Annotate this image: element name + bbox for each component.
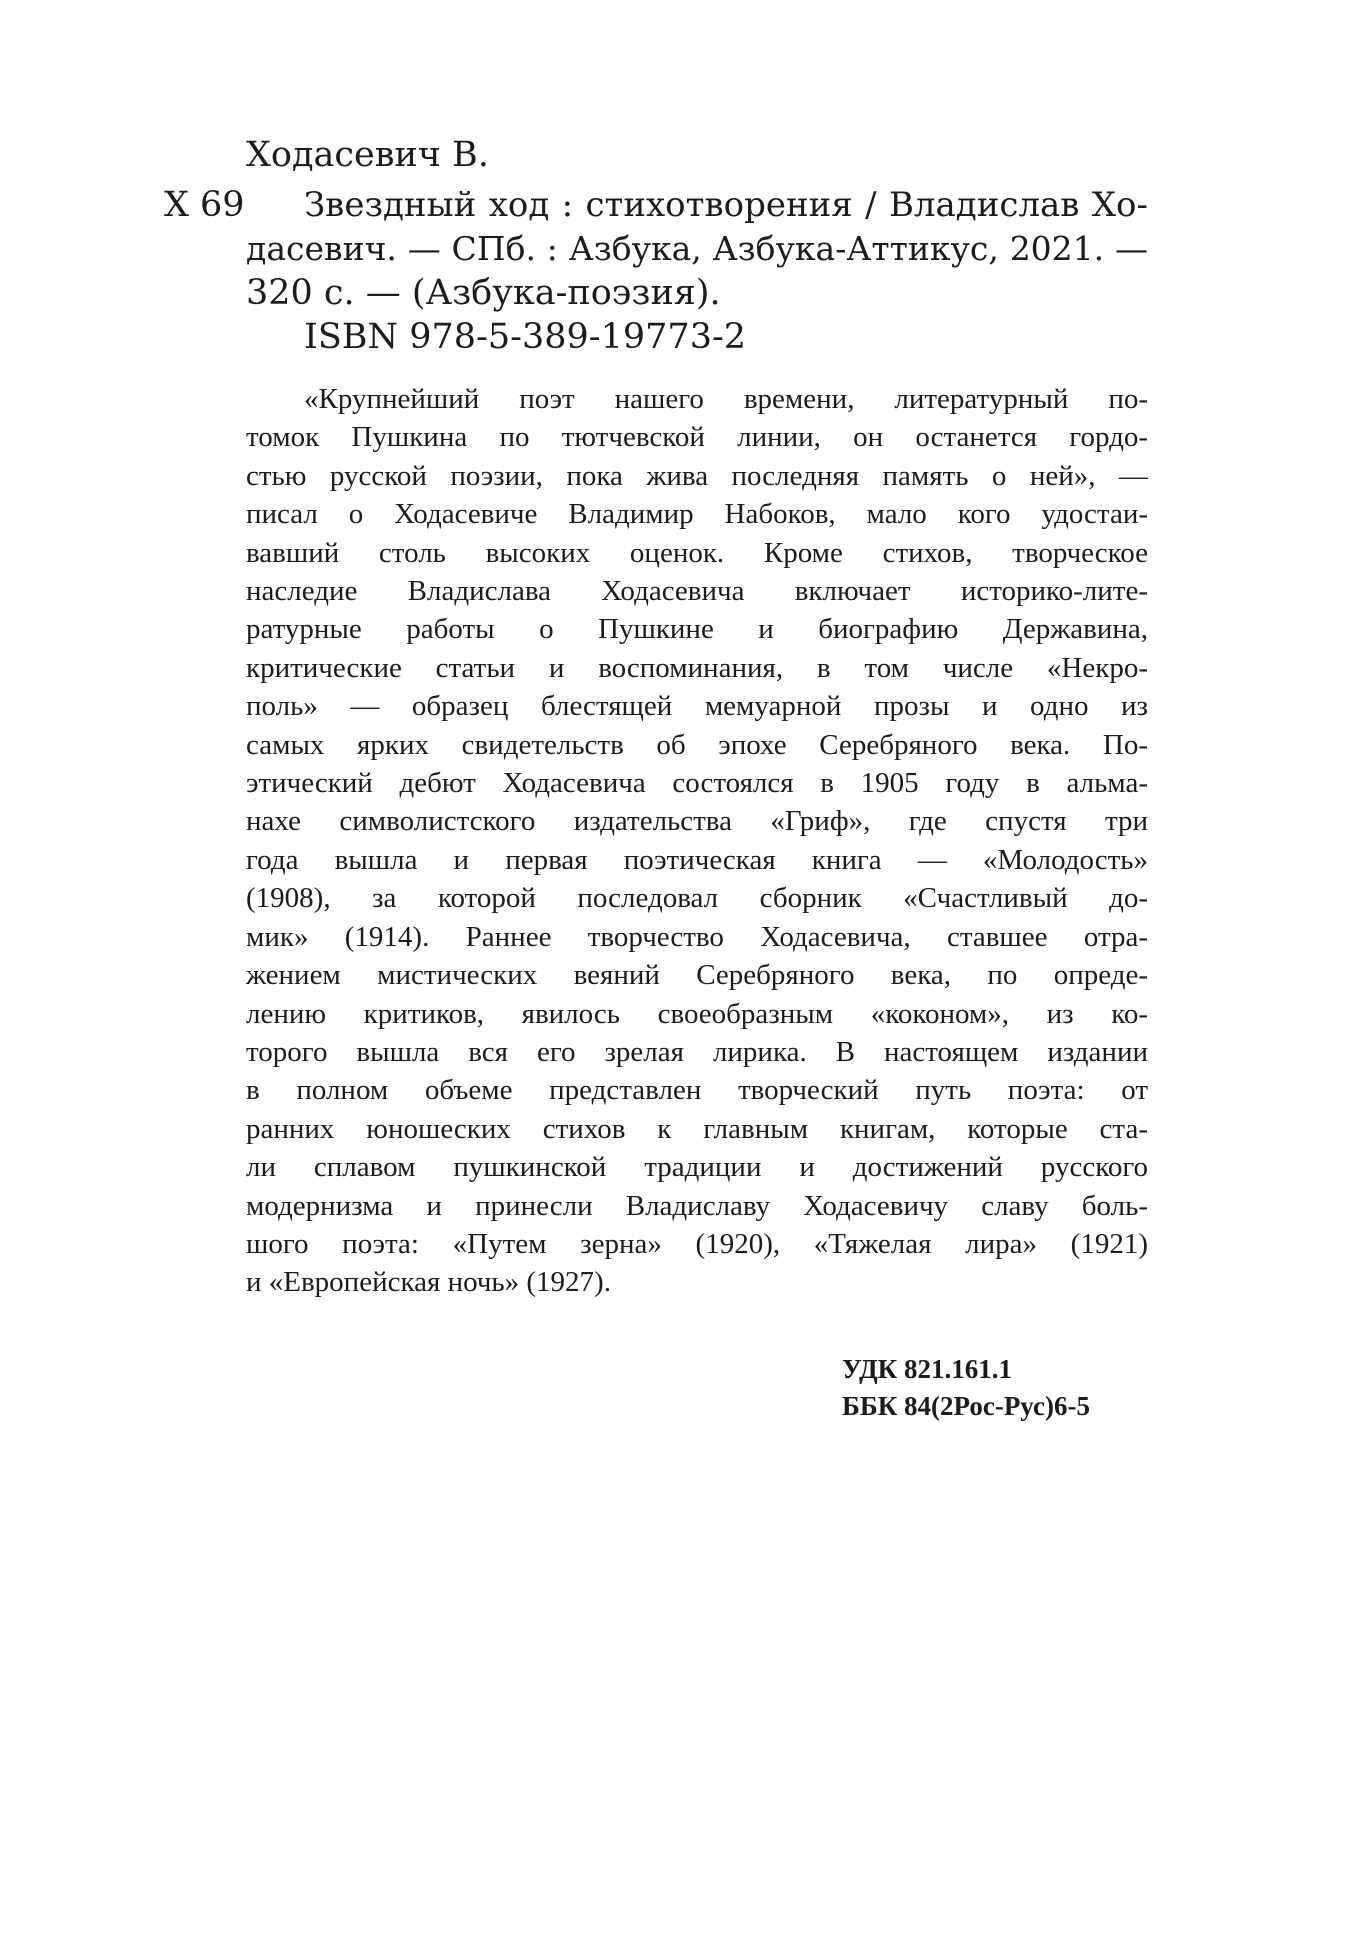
annotation-line: года вышла и первая поэтическая книга — «Молодость» [246,843,1148,876]
bbk-code: ББК 84(2Рос-Рус)6-5 [842,1391,1090,1421]
annotation-line: в полном объеме представлен творческий путь поэта: от [246,1074,1148,1107]
annotation-line: стью русской поэзии, пока жива последняя память о ней», — [246,459,1148,492]
annotation-line: и «Европейская ночь» (1927). [246,1266,611,1299]
annotation-line: мик» (1914). Раннее творчество Ходасевича, ставшее отра- [246,920,1148,953]
title-line: 320 с. — (Азбука-поэзия). [246,273,721,313]
classification-codes [842,1351,1090,1425]
annotation-line: критические статьи и воспоминания, в том числе «Некро- [246,651,1148,684]
isbn-line: ISBN 978-5-389-19773-2 [304,317,747,357]
annotation-line: томок Пушкина по тютчевской линии, он останется гордо- [246,421,1148,454]
annotation-line: (1908), за которой последовал сборник «Счастливый до- [246,882,1148,915]
annotation-line: самых ярких свидетельств об эпохе Серебряного века. По- [246,728,1148,761]
udk-code: УДК 821.161.1 [842,1354,1012,1384]
annotation-line: нахе символистского издательства «Гриф», где спустя три [246,805,1148,838]
author-heading: Ходасевич В. [246,135,489,175]
title-line: дасевич. — СПб. : Азбука, Азбука-Аттикус, 2021. — [246,229,1148,268]
annotation-line: жением мистических веяний Серебряного века, по опреде- [246,959,1148,992]
author-mark-code: Х 69 [164,185,245,225]
annotation-line: вавший столь высоких оценок. Кроме стихов, творческое [246,536,1148,569]
title-line: Звездный ход : стихотворения / Владислав Хо- [304,185,1148,225]
annotation-line: шого поэта: «Путем зерна» (1920), «Тяжелая лира» (1921) [246,1227,1148,1260]
bibliographic-description [246,183,1148,359]
annotation-paragraph [246,380,1148,1302]
annotation-line: ратурные работы о Пушкине и биографию Державина, [246,613,1148,646]
annotation-line: этический дебют Ходасевича состоялся в 1905 году в альма- [246,767,1148,800]
annotation-line: торого вышла вся его зрелая лирика. В настоящем издании [246,1035,1148,1068]
annotation-line: ранних юношеских стихов к главным книгам, которые ста- [246,1112,1148,1145]
annotation-line: наследие Владислава Ходасевича включает историко-лите- [246,575,1148,608]
annotation-line: поль» — образец блестящей мемуарной прозы и одно из [246,690,1148,723]
annotation-line: модернизма и принесли Владиславу Ходасевичу славу боль- [246,1189,1148,1222]
annotation-line: «Крупнейший поэт нашего времени, литературный по- [304,383,1148,415]
annotation-line: лению критиков, явилось своеобразным «коконом», из ко- [246,997,1148,1030]
annotation-line: писал о Ходасевиче Владимир Набоков, мало кого удостаи- [246,498,1148,531]
annotation-line: ли сплавом пушкинской традиции и достижений русского [246,1151,1148,1184]
